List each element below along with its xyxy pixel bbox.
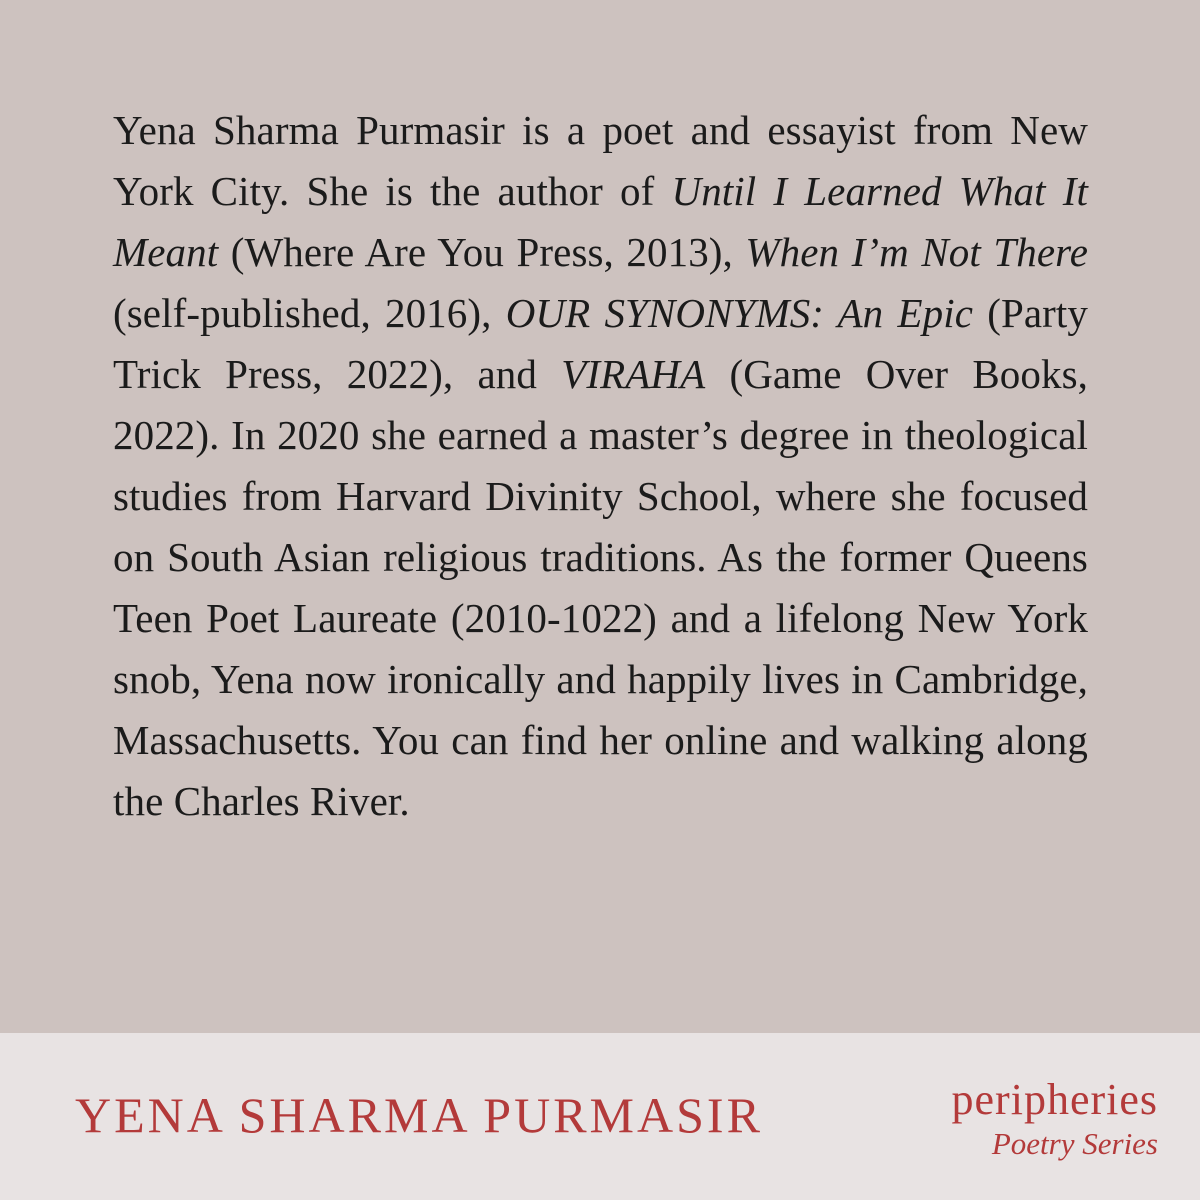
author-name: YENA SHARMA PURMASIR: [75, 1087, 763, 1143]
bio-text-segment: (Game Over Books, 2022). In 2020 she earned a master’s degree in theological studies from Harvard Divinity School, where she focused on South Asian religious traditions. As the former Queens Teen Poet Laureate (2010-1022) and a lifelong New York snob, Yena now ironically and happily lives in Cambridge, Massachusetts. You can find her online and walking along the Charles River.: [113, 351, 1088, 824]
book-title: Until I Learned What It Meant: [113, 168, 1089, 275]
book-title: When I’m Not There: [745, 229, 1088, 275]
book-title: VIRAHA: [561, 351, 706, 397]
series-title: peripheries: [951, 1075, 1158, 1124]
bio-text-segment: (Where Are You Press, 2013),: [218, 229, 746, 275]
bio-paragraph: [113, 100, 1088, 832]
bio-text-segment: (Party Trick Press, 2022), and: [113, 290, 1088, 397]
series-subtitle: Poetry Series: [991, 1126, 1158, 1161]
bio-text-segment: (self-published, 2016),: [113, 290, 506, 336]
book-title: OUR SYNONYMS: An Epic: [505, 290, 973, 336]
bio-text-segment: Yena Sharma Purmasir is a poet and essayist from New York City. She is the author of: [113, 107, 1088, 214]
series-logo: [952, 1075, 1158, 1163]
